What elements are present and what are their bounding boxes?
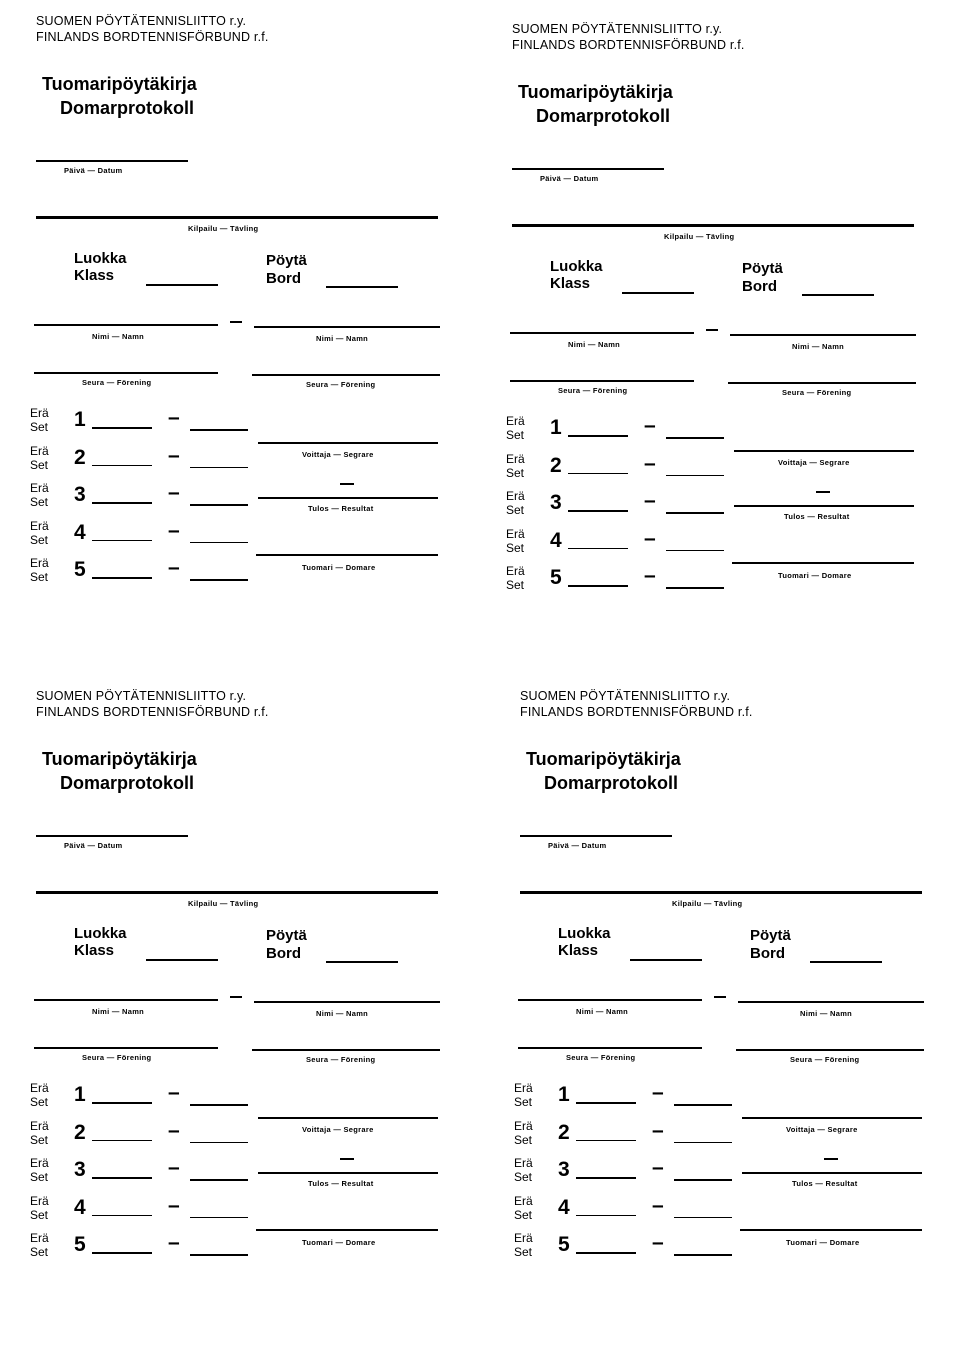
player1-club-label: Seura — Förening xyxy=(558,386,628,395)
set-number: 4 xyxy=(558,1195,570,1219)
table-field-line[interactable] xyxy=(810,961,882,963)
table-label-finnish: Pöytä xyxy=(742,260,783,277)
class-label-swedish: Klass xyxy=(74,942,115,959)
player1-points-line[interactable] xyxy=(92,1177,152,1179)
result-field-line[interactable] xyxy=(258,1172,438,1174)
set-label-finnish: Erä xyxy=(506,451,525,466)
set-label-swedish: Set xyxy=(30,1245,49,1259)
player1-club-line[interactable] xyxy=(34,1047,218,1049)
result-label: Tulos — Resultat xyxy=(308,1179,374,1188)
referee-field-line[interactable] xyxy=(740,1229,922,1231)
player2-name-line[interactable] xyxy=(730,334,916,336)
class-label-swedish: Klass xyxy=(558,942,599,959)
set-score-dash: – xyxy=(644,564,656,587)
player1-points-line[interactable] xyxy=(92,465,152,467)
org-name-finnish: SUOMEN PÖYTÄTENNISLIITTO r.y. xyxy=(520,689,731,703)
form-title-finnish: Tuomaripöytäkirja xyxy=(526,749,681,769)
class-field-line[interactable] xyxy=(622,292,694,294)
player2-points-line[interactable] xyxy=(666,475,724,477)
date-field-line[interactable] xyxy=(36,160,188,162)
player1-points-line[interactable] xyxy=(576,1102,636,1104)
org-name-swedish: FINLANDS BORDTENNISFÖRBUND r.f. xyxy=(520,705,753,719)
players-separator xyxy=(714,996,726,998)
set-score-dash: – xyxy=(168,481,180,504)
set-label-finnish: Erä xyxy=(514,1156,533,1170)
winner-label: Voittaja — Segrare xyxy=(302,450,374,459)
referee-protocol-card xyxy=(484,675,954,1315)
set-label-finnish: Erä xyxy=(514,1081,533,1095)
player1-points-line[interactable] xyxy=(92,1102,152,1104)
player2-points-line[interactable] xyxy=(674,1179,732,1181)
player2-points-line[interactable] xyxy=(666,587,724,589)
form-title-swedish: Domarprotokoll xyxy=(536,106,671,126)
player2-name-line[interactable] xyxy=(254,1001,440,1003)
players-separator xyxy=(230,321,242,323)
result-label: Tulos — Resultat xyxy=(792,1179,858,1188)
players-separator xyxy=(706,329,718,331)
player1-name-label: Nimi — Namn xyxy=(92,1007,145,1016)
player1-club-line[interactable] xyxy=(510,380,694,382)
player2-points-line[interactable] xyxy=(674,1104,732,1106)
set-score-dash: – xyxy=(652,1231,664,1254)
result-field-line[interactable] xyxy=(742,1172,922,1174)
set-score-dash: – xyxy=(168,443,180,467)
set-score-dash: – xyxy=(652,1156,664,1179)
set-number: 2 xyxy=(550,453,562,477)
player2-club-label: Seura — Förening xyxy=(306,1055,376,1064)
set-number: 1 xyxy=(550,416,562,439)
set-label-finnish: Erä xyxy=(506,489,525,503)
set-score-dash: – xyxy=(168,1081,180,1104)
result-field-line[interactable] xyxy=(734,505,914,507)
table-label-swedish: Bord xyxy=(742,278,777,295)
set-label-finnish: Erä xyxy=(506,414,525,428)
player1-name-label: Nimi — Namn xyxy=(92,332,145,341)
set-label-finnish: Erä xyxy=(30,1231,49,1245)
set-score-dash: – xyxy=(652,1118,664,1142)
class-label-swedish: Klass xyxy=(74,267,115,284)
set-score-dash: – xyxy=(168,1118,180,1142)
player2-name-label: Nimi — Namn xyxy=(316,334,369,343)
player1-points-line[interactable] xyxy=(92,1215,152,1217)
competition-label: Kilpailu — Tävling xyxy=(664,232,735,241)
player1-name-line[interactable] xyxy=(510,332,694,334)
set-number: 5 xyxy=(558,1233,570,1256)
player2-name-line[interactable] xyxy=(254,326,440,328)
referee-protocol-card xyxy=(0,675,470,1315)
set-label-finnish: Erä xyxy=(514,1193,533,1208)
result-separator xyxy=(816,491,830,493)
player1-name-label: Nimi — Namn xyxy=(576,1007,629,1016)
referee-label: Tuomari — Domare xyxy=(778,571,852,580)
player1-points-line[interactable] xyxy=(92,1140,152,1142)
set-number: 2 xyxy=(558,1120,570,1144)
player2-name-line[interactable] xyxy=(738,1001,924,1003)
player1-points-line[interactable] xyxy=(92,427,152,429)
table-label-finnish: Pöytä xyxy=(266,927,307,944)
set-number: 2 xyxy=(74,445,86,469)
player1-points-line[interactable] xyxy=(92,502,152,504)
set-label-swedish: Set xyxy=(514,1245,533,1259)
player2-name-label: Nimi — Namn xyxy=(800,1009,853,1018)
set-label-swedish: Set xyxy=(506,428,525,442)
set-label-finnish: Erä xyxy=(30,481,49,495)
set-number: 4 xyxy=(74,1195,86,1219)
referee-field-line[interactable] xyxy=(256,554,438,556)
set-number: 3 xyxy=(74,1158,86,1181)
referee-field-line[interactable] xyxy=(732,562,914,564)
set-label-finnish: Erä xyxy=(514,1231,533,1245)
set-score-dash: – xyxy=(644,526,656,550)
player1-club-label: Seura — Förening xyxy=(82,1053,152,1062)
player2-club-label: Seura — Förening xyxy=(790,1055,860,1064)
player2-name-label: Nimi — Namn xyxy=(316,1009,369,1018)
referee-label: Tuomari — Domare xyxy=(302,563,376,572)
date-field-line[interactable] xyxy=(36,835,188,837)
player2-club-label: Seura — Förening xyxy=(306,380,376,389)
set-label-finnish: Erä xyxy=(506,564,525,578)
set-number: 5 xyxy=(74,558,86,581)
date-label: Päivä — Datum xyxy=(64,166,123,175)
set-number: 4 xyxy=(74,520,86,544)
table-label-swedish: Bord xyxy=(266,945,301,962)
set-label-swedish: Set xyxy=(30,1095,49,1109)
competition-field-line[interactable] xyxy=(512,224,914,227)
referee-protocol-card xyxy=(0,0,470,640)
set-number: 3 xyxy=(550,491,562,514)
org-name-finnish: SUOMEN PÖYTÄTENNISLIITTO r.y. xyxy=(512,22,723,36)
player2-points-line[interactable] xyxy=(190,504,248,506)
result-field-line[interactable] xyxy=(258,497,438,499)
player1-name-label: Nimi — Namn xyxy=(568,340,621,349)
org-name-swedish: FINLANDS BORDTENNISFÖRBUND r.f. xyxy=(512,38,745,52)
set-number: 1 xyxy=(558,1083,570,1106)
player1-points-line[interactable] xyxy=(576,1140,636,1142)
player2-points-line[interactable] xyxy=(190,1217,248,1219)
player1-points-line[interactable] xyxy=(576,1177,636,1179)
set-label-finnish: Erä xyxy=(506,526,525,541)
set-label-swedish: Set xyxy=(506,540,525,555)
player2-points-line[interactable] xyxy=(190,1104,248,1106)
player1-points-line[interactable] xyxy=(92,1252,152,1254)
player2-points-line[interactable] xyxy=(190,579,248,581)
set-label-finnish: Erä xyxy=(30,443,49,458)
player1-points-line[interactable] xyxy=(92,577,152,579)
form-title-swedish: Domarprotokoll xyxy=(544,773,679,793)
result-separator xyxy=(340,483,354,485)
winner-field-line[interactable] xyxy=(258,442,438,444)
set-label-swedish: Set xyxy=(514,1095,533,1109)
set-number: 2 xyxy=(74,1120,86,1144)
set-label-swedish: Set xyxy=(30,495,49,509)
set-label-swedish: Set xyxy=(30,420,49,434)
set-label-finnish: Erä xyxy=(30,406,49,420)
date-label: Päivä — Datum xyxy=(548,841,607,850)
referee-label: Tuomari — Domare xyxy=(302,1238,376,1247)
result-separator xyxy=(824,1158,838,1160)
player1-club-line[interactable] xyxy=(34,372,218,374)
set-score-dash: – xyxy=(652,1193,664,1217)
player1-club-label: Seura — Förening xyxy=(566,1053,636,1062)
player2-points-line[interactable] xyxy=(190,467,248,469)
set-number: 3 xyxy=(558,1158,570,1181)
player2-club-line[interactable] xyxy=(736,1049,924,1051)
set-score-dash: – xyxy=(168,1156,180,1179)
set-number: 4 xyxy=(550,528,562,552)
player1-name-line[interactable] xyxy=(34,324,218,326)
player2-points-line[interactable] xyxy=(190,542,248,544)
form-title-finnish: Tuomaripöytäkirja xyxy=(42,749,197,769)
set-label-finnish: Erä xyxy=(30,1081,49,1095)
set-score-dash: – xyxy=(168,556,180,579)
set-label-finnish: Erä xyxy=(30,518,49,533)
winner-field-line[interactable] xyxy=(258,1117,438,1119)
table-field-line[interactable] xyxy=(326,286,398,288)
referee-label: Tuomari — Domare xyxy=(786,1238,860,1247)
player2-points-line[interactable] xyxy=(190,1179,248,1181)
class-field-line[interactable] xyxy=(630,959,702,961)
class-field-line[interactable] xyxy=(146,284,218,286)
winner-label: Voittaja — Segrare xyxy=(778,458,850,467)
table-field-line[interactable] xyxy=(802,294,874,296)
players-separator xyxy=(230,996,242,998)
table-label-swedish: Bord xyxy=(266,270,301,287)
set-number: 5 xyxy=(550,566,562,589)
set-number: 1 xyxy=(74,408,86,431)
player2-points-line[interactable] xyxy=(674,1254,732,1256)
player1-club-line[interactable] xyxy=(518,1047,702,1049)
set-label-swedish: Set xyxy=(30,1207,49,1222)
set-number: 3 xyxy=(74,483,86,506)
winner-field-line[interactable] xyxy=(742,1117,922,1119)
set-label-swedish: Set xyxy=(514,1132,533,1147)
competition-field-line[interactable] xyxy=(36,891,438,894)
player1-points-line[interactable] xyxy=(568,585,628,587)
player2-club-line[interactable] xyxy=(252,1049,440,1051)
player1-name-line[interactable] xyxy=(34,999,218,1001)
set-label-swedish: Set xyxy=(30,570,49,584)
date-field-line[interactable] xyxy=(520,835,672,837)
form-title-swedish: Domarprotokoll xyxy=(60,98,195,118)
set-label-swedish: Set xyxy=(30,1170,49,1184)
set-label-swedish: Set xyxy=(30,532,49,547)
player1-points-line[interactable] xyxy=(568,473,628,475)
player1-points-line[interactable] xyxy=(568,510,628,512)
player2-points-line[interactable] xyxy=(190,429,248,431)
date-label: Päivä — Datum xyxy=(64,841,123,850)
form-title-swedish: Domarprotokoll xyxy=(60,773,195,793)
org-name-finnish: SUOMEN PÖYTÄTENNISLIITTO r.y. xyxy=(36,689,247,703)
competition-field-line[interactable] xyxy=(36,216,438,219)
set-score-dash: – xyxy=(168,406,180,429)
player2-points-line[interactable] xyxy=(666,437,724,439)
set-label-finnish: Erä xyxy=(514,1118,533,1133)
player2-points-line[interactable] xyxy=(674,1217,732,1219)
set-score-dash: – xyxy=(168,1231,180,1254)
set-score-dash: – xyxy=(168,518,180,542)
referee-field-line[interactable] xyxy=(256,1229,438,1231)
player2-points-line[interactable] xyxy=(190,1254,248,1256)
set-label-swedish: Set xyxy=(506,503,525,517)
set-score-dash: – xyxy=(644,414,656,437)
set-label-finnish: Erä xyxy=(30,1118,49,1133)
result-separator xyxy=(340,1158,354,1160)
set-label-swedish: Set xyxy=(506,578,525,592)
player2-points-line[interactable] xyxy=(666,550,724,552)
set-label-swedish: Set xyxy=(514,1207,533,1222)
competition-label: Kilpailu — Tävling xyxy=(188,899,259,908)
player1-club-label: Seura — Förening xyxy=(82,378,152,387)
set-label-swedish: Set xyxy=(30,1132,49,1147)
player1-points-line[interactable] xyxy=(576,1252,636,1254)
player1-points-line[interactable] xyxy=(568,435,628,437)
set-number: 1 xyxy=(74,1083,86,1106)
class-label-finnish: Luokka xyxy=(74,250,127,267)
winner-label: Voittaja — Segrare xyxy=(302,1125,374,1134)
result-label: Tulos — Resultat xyxy=(784,512,850,521)
set-label-finnish: Erä xyxy=(30,1193,49,1208)
set-label-finnish: Erä xyxy=(30,556,49,570)
player2-points-line[interactable] xyxy=(190,1142,248,1144)
competition-label: Kilpailu — Tävling xyxy=(188,224,259,233)
date-field-line[interactable] xyxy=(512,168,664,170)
player1-name-line[interactable] xyxy=(518,999,702,1001)
competition-label: Kilpailu — Tävling xyxy=(672,899,743,908)
class-label-finnish: Luokka xyxy=(550,258,603,275)
set-label-finnish: Erä xyxy=(30,1156,49,1170)
competition-field-line[interactable] xyxy=(520,891,922,894)
result-label: Tulos — Resultat xyxy=(308,504,374,513)
table-label-finnish: Pöytä xyxy=(266,252,307,269)
org-name-finnish: SUOMEN PÖYTÄTENNISLIITTO r.y. xyxy=(36,14,247,28)
winner-label: Voittaja — Segrare xyxy=(786,1125,858,1134)
winner-field-line[interactable] xyxy=(734,450,914,452)
set-number: 5 xyxy=(74,1233,86,1256)
set-score-dash: – xyxy=(644,489,656,512)
form-title-finnish: Tuomaripöytäkirja xyxy=(518,82,673,102)
table-label-finnish: Pöytä xyxy=(750,927,791,944)
form-title-finnish: Tuomaripöytäkirja xyxy=(42,74,197,94)
player2-club-line[interactable] xyxy=(252,374,440,376)
player2-club-line[interactable] xyxy=(728,382,916,384)
player1-points-line[interactable] xyxy=(568,548,628,550)
class-field-line[interactable] xyxy=(146,959,218,961)
set-label-swedish: Set xyxy=(30,457,49,472)
player2-club-label: Seura — Förening xyxy=(782,388,852,397)
org-name-swedish: FINLANDS BORDTENNISFÖRBUND r.f. xyxy=(36,30,269,44)
table-field-line[interactable] xyxy=(326,961,398,963)
referee-protocol-card xyxy=(476,8,946,648)
date-label: Päivä — Datum xyxy=(540,174,599,183)
player2-points-line[interactable] xyxy=(674,1142,732,1144)
table-label-swedish: Bord xyxy=(750,945,785,962)
set-score-dash: – xyxy=(644,451,656,475)
set-score-dash: – xyxy=(652,1081,664,1104)
set-label-swedish: Set xyxy=(514,1170,533,1184)
class-label-finnish: Luokka xyxy=(74,925,127,942)
player1-points-line[interactable] xyxy=(92,540,152,542)
org-name-swedish: FINLANDS BORDTENNISFÖRBUND r.f. xyxy=(36,705,269,719)
class-label-swedish: Klass xyxy=(550,275,591,292)
class-label-finnish: Luokka xyxy=(558,925,611,942)
set-label-swedish: Set xyxy=(506,465,525,480)
player1-points-line[interactable] xyxy=(576,1215,636,1217)
set-score-dash: – xyxy=(168,1193,180,1217)
player2-points-line[interactable] xyxy=(666,512,724,514)
player2-name-label: Nimi — Namn xyxy=(792,342,845,351)
